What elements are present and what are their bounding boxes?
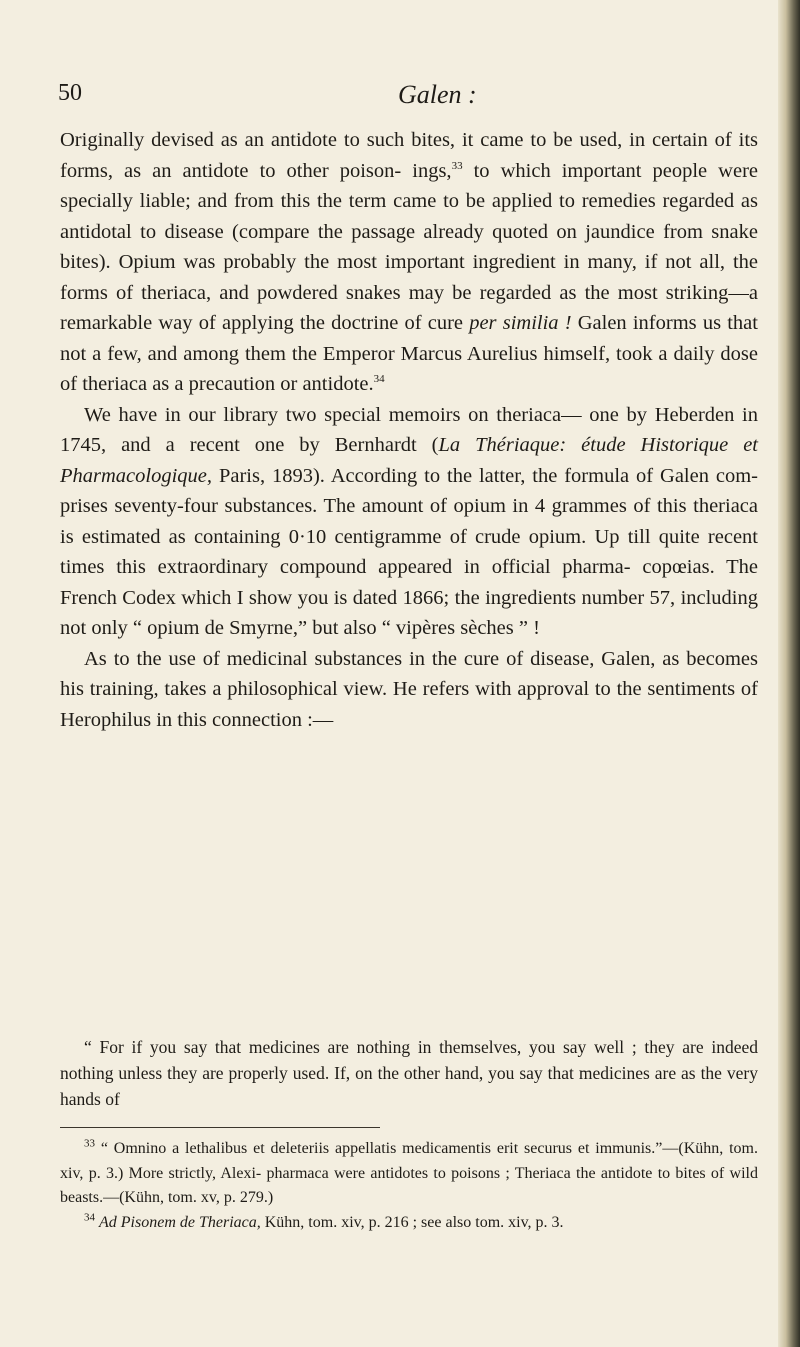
italic-text: per similia ! xyxy=(469,312,572,334)
footnote-marker: 33 xyxy=(84,1137,95,1150)
text-run: Galen informs us that not a few, and among them the Emperor Marcus Aurelius himself, took a daily dose of theriaca as a precaution or antidote. xyxy=(60,312,758,395)
text-run: As to the use of medicinal substances in the cure of disease, Galen, as becomes his training, takes a philosophical view. He refers with approval to the sentiments of Herophilus in this connection :— xyxy=(60,647,758,731)
footnote-marker: 34 xyxy=(84,1211,95,1224)
page-edge-shadow xyxy=(778,0,800,1347)
running-head: Galen : xyxy=(398,80,477,109)
italic-text: Ad Pisonem de Theriaca, xyxy=(99,1213,261,1231)
text-run: “ Omnino a lethalibus et deleteriis appellatis medicamentis erit securus et immunis.”—(Kühn, tom. xiv, p. 3.) More strictly, Alexi- pharmaca were antidotes to poisons ; Theriaca the antidote to bites of wild beasts.—(Kühn, tom. xv, p. 279.) xyxy=(60,1140,758,1206)
footnote xyxy=(60,1211,758,1236)
text-run: We have in our library two special memoirs on theriaca— one by Heberden in 1745, and a recent one by Bernhardt ( xyxy=(60,403,758,456)
page-header xyxy=(58,80,758,112)
paragraph xyxy=(60,400,758,644)
italic-text: La Thériaque: étude Historique et Pharmacologique, xyxy=(60,434,758,487)
quote-text: “ For if you say that medicines are nothing in themselves, you say well ; they are indeed nothing unless they are properly used. If, on the other hand, you say that medicines are as the very hands of xyxy=(60,1037,758,1109)
footnote-rule xyxy=(60,1127,380,1128)
paragraph xyxy=(60,644,758,736)
block-quote xyxy=(60,1034,758,1112)
text-run: Originally devised as an antidote to such bites, it came to be used, in certain of its forms, as an antidote to other poison- ings, xyxy=(60,129,758,182)
paragraph xyxy=(60,125,758,400)
text-run: Kühn, tom. xiv, p. 216 ; see also tom. xiv, p. 3. xyxy=(260,1213,564,1231)
footnote-marker: 33 xyxy=(451,159,463,172)
footnote xyxy=(60,1137,758,1211)
footnotes xyxy=(60,1137,758,1235)
main-text xyxy=(60,125,758,735)
page-number: 50 xyxy=(58,80,82,106)
text-run: to which important people were specially liable; and from this the term came to be applied to remedies regarded as antidotal to disease (compare the passage already quoted on jaundice from snake bites). Opium was probably the most important ingredient in many, if not all, the forms of theriaca, and powdered snakes may be regarded as the most striking—a remarkable way of applying the doctrine of cure xyxy=(60,159,758,334)
text-run: Paris, 1893). According to the latter, the formula of Galen com- prises seventy-four substances. The amount of opium in 4 grammes of this theriaca is estimated as containing 0·10 centigramme of crude opium. Up till quite recent times this extraordinary compound appeared in official pharma- copœias. The French Codex which I show you is dated 1866; the ingredients number 57, including not only “ opium de Smyrne,” but also “ vipères sèches ” ! xyxy=(60,464,758,639)
footnote-marker: 34 xyxy=(373,373,385,386)
